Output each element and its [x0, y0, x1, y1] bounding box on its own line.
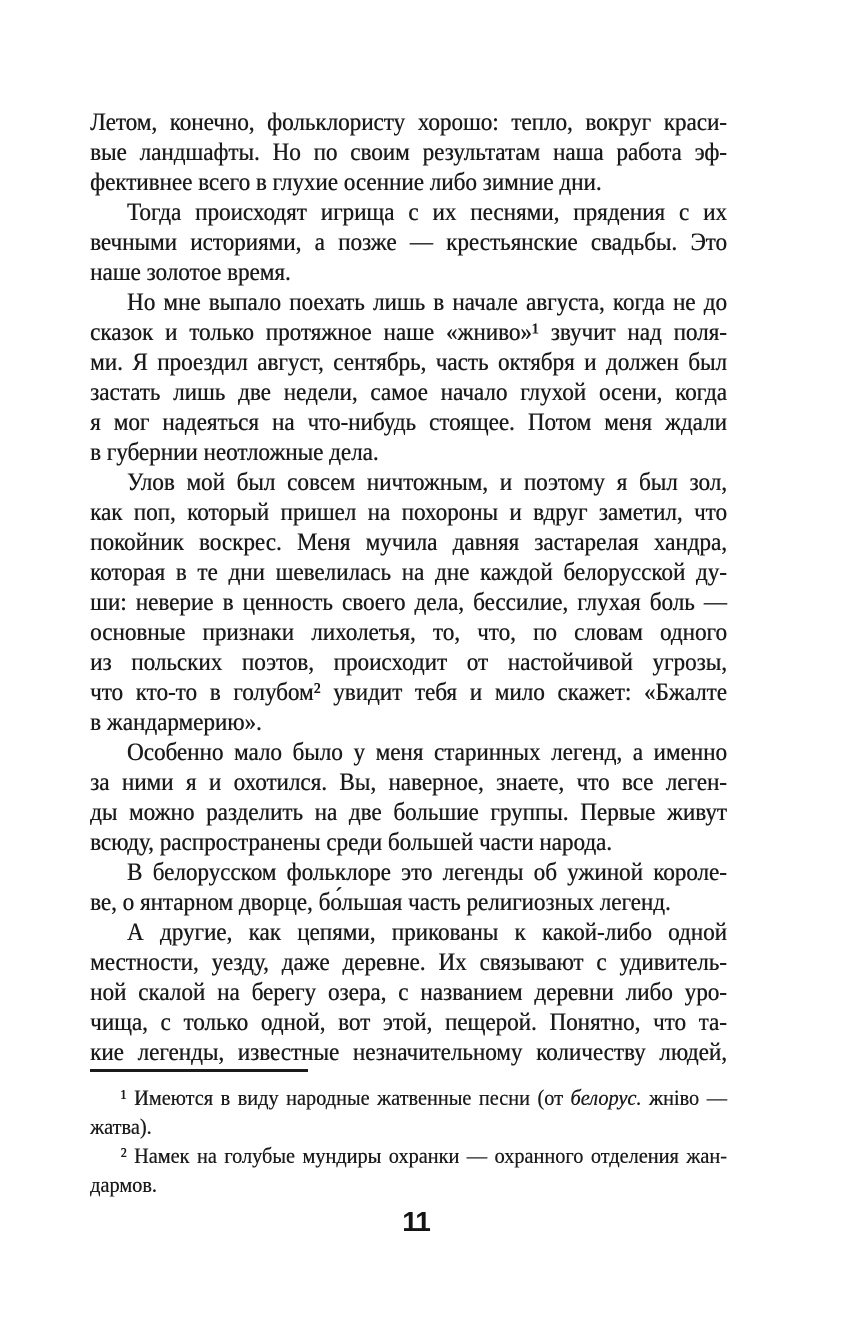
text-line: вые ландшафты. Но по своим результатам наша работа эф-: [90, 139, 727, 166]
text-line: как поп, который пришел на похороны и вдруг заметил, что: [90, 499, 727, 526]
footnote-text: ¹ Имеются в виду народные жатвенные песни (от: [120, 1085, 571, 1110]
paragraph: [90, 918, 727, 1068]
text-line: кие легенды, известные незначительному количеству людей,: [90, 1039, 727, 1066]
text-line: за ними я и охотился. Вы, наверное, знаете, что все леген-: [90, 769, 727, 796]
body-text-column: [90, 108, 727, 1068]
text-line: Но мне выпало поехать лишь в начале августа, когда не до: [126, 289, 727, 316]
text-line: покойник воскрес. Меня мучила давняя застарелая хандра,: [90, 529, 727, 556]
paragraph: [90, 468, 727, 738]
text-line: местности, уезду, даже деревне. Их связывают с удивитель-: [90, 949, 727, 976]
text-line: Улов мой был совсем ничтожным, и поэтому я был зол,: [126, 469, 727, 496]
text-line: ши: неверие в ценность своего дела, бессилие, глухая боль —: [90, 589, 727, 616]
text-line: Летом, конечно, фольклористу хорошо: тепло, вокруг краси-: [90, 109, 727, 136]
text-line: Тогда происходят игрища с их песнями, прядения с их: [126, 199, 727, 226]
text-line: вечными историями, а позже — крестьянские свадьбы. Это: [90, 229, 727, 256]
text-line: чища, с только одной, вот этой, пещерой. Понятно, что та-: [90, 1009, 727, 1036]
text-line: фективнее всего в глухие осенние либо зимние дни.: [90, 169, 602, 196]
text-line: в губернии неотложные дела.: [90, 439, 379, 466]
text-line: которая в те дни шевелилась на дне каждой белорусской ду-: [90, 559, 727, 586]
text-line: Особенно мало было у меня старинных легенд, а именно: [126, 739, 727, 766]
footnote-language-label: белорус.: [570, 1085, 642, 1110]
paragraph: [90, 288, 727, 468]
paragraph: [90, 198, 727, 288]
footnotes: [90, 1083, 727, 1199]
text-line: ды можно разделить на две большие группы. Первые живут: [90, 799, 727, 826]
footnote-line: жатва).: [90, 1114, 152, 1139]
footnote-text: жніво —: [641, 1085, 727, 1110]
text-line: я мог надеяться на что-нибудь стоящее. Потом меня ждали: [90, 409, 727, 436]
text-line: ве, о янтарном дворце, бо́льшая часть религиозных легенд.: [90, 889, 671, 916]
footnote-line: ² Намек на голубые мундиры охранки — охранного отделения жан-: [120, 1143, 727, 1168]
text-line: что кто-то в голубом² увидит тебя и мило скажет: «Бжалте: [90, 679, 727, 706]
page-number: 11: [402, 1206, 430, 1237]
text-line: наше золотое время.: [90, 259, 291, 286]
text-line: ми. Я проездил август, сентябрь, часть октября и должен был: [90, 349, 727, 376]
footnote-line: [90, 1083, 727, 1112]
text-line: в жандармерию».: [90, 709, 262, 736]
text-line: сказок и только протяжное наше «жниво»¹ звучит над поля-: [90, 319, 727, 346]
paragraph: [90, 858, 727, 918]
paragraph: [90, 108, 727, 198]
footnote-line: дармов.: [90, 1172, 157, 1197]
text-line: А другие, как цепями, прикованы к какой-либо одной: [126, 919, 727, 946]
text-line: застать лишь две недели, самое начало глухой осени, когда: [90, 379, 727, 406]
text-line: из польских поэтов, происходит от настойчивой угрозы,: [90, 649, 727, 676]
text-line: основные признаки лихолетья, то, что, по словам одного: [90, 619, 727, 646]
text-line: всюду, распространены среди большей части народа.: [90, 829, 612, 856]
footnote-separator: [90, 1069, 308, 1072]
text-line: ной скалой на берегу озера, с названием деревни либо уро-: [90, 979, 727, 1006]
paragraph: [90, 738, 727, 858]
text-line: В белорусском фольклоре это легенды об ужиной короле-: [126, 859, 727, 886]
